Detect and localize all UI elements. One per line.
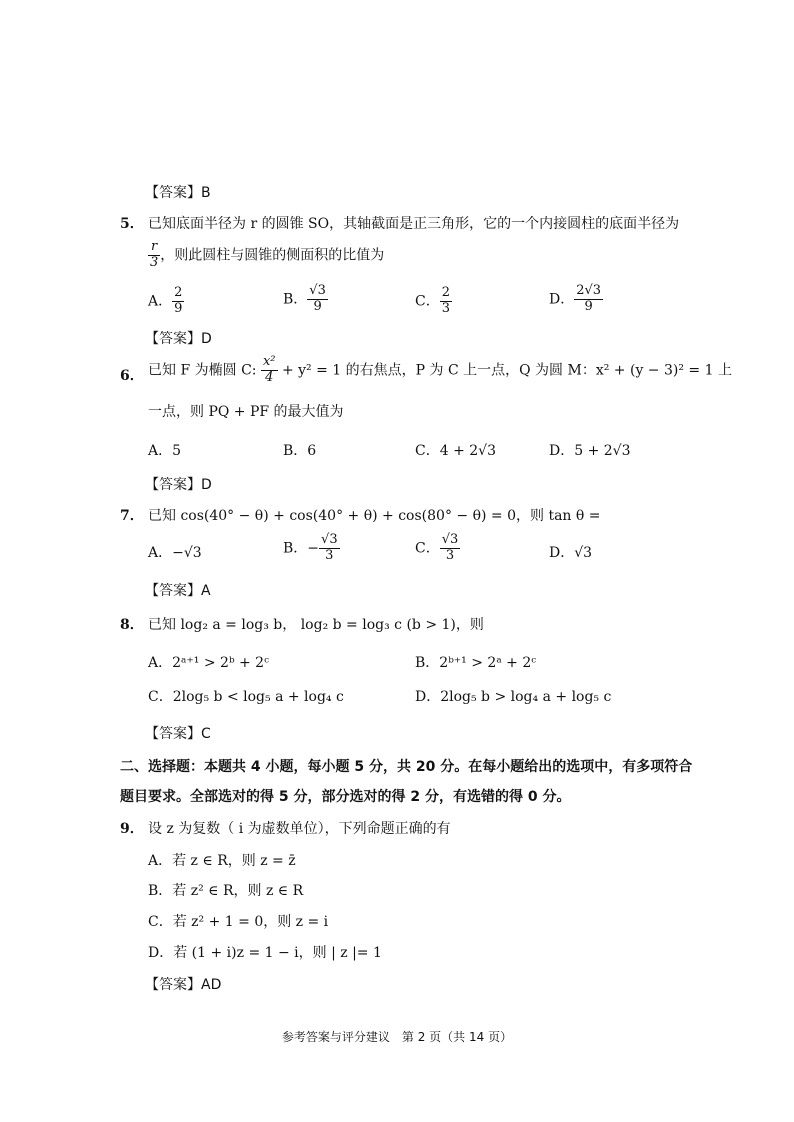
question-6-option-a: A．5 — [148, 443, 182, 459]
answer-4: 【答案】B — [145, 185, 211, 201]
page-footer: 参考答案与评分建议 第 2 页（共 14 页） — [281, 1030, 513, 1044]
question-6-text: 已知 F 为椭圆 C: $\frac{\text{x²}}{4}$ + y² = 1 的右焦点，P 为 C 上一点，Q 为圆 M：x² + (y − 3)² = 1 上 — [148, 354, 732, 385]
question-6-line2: 一点，则 PQ + PF 的最大值为 — [148, 404, 344, 420]
question-8-option-a: A．2ᵃ⁺¹ > 2ᵇ + 2ᶜ — [148, 655, 269, 671]
answer-5: 【答案】D — [145, 331, 212, 347]
question-5-number: 5． — [120, 216, 144, 232]
question-6-number: 6． — [120, 368, 144, 384]
question-9-number: 9． — [120, 821, 144, 837]
question-5-option-d: D． $\frac{2√3}{9}$ — [549, 283, 602, 314]
section-2-heading-line2: 题目要求。全部选对的得 5 分，部分选对的得 2 分，有选错的得 0 分。 — [120, 789, 571, 805]
question-9-option-b: B．若 z² ∈ R，则 z ∈ R — [148, 883, 304, 899]
question-6-option-c: C．4 + 2√3 — [415, 443, 496, 459]
question-5-option-b: B． $\frac{√3}{9}$ — [283, 283, 326, 314]
answer-9: 【答案】AD — [145, 977, 222, 993]
question-7-option-c: C． $\frac{√3}{3}$ — [415, 532, 459, 563]
question-8-number: 8． — [120, 617, 144, 633]
question-9-text: 设 z 为复数（ i 为虚数单位），下列命题正确的有 — [148, 821, 451, 837]
question-5-text: 已知底面半径为 r 的圆锥 SO，其轴截面是正三角形，它的一个内接圆柱的底面半径为 — [148, 216, 680, 232]
question-7-option-d: D．√3 — [549, 545, 593, 561]
question-9-option-a: A．若 z ∈ R，则 z = z̄ — [148, 853, 296, 869]
question-9-option-d: D．若 (1 + i)z = 1 − i，则 | z |= 1 — [148, 945, 382, 961]
question-8-option-c: C．2log₅ b < log₅ a + log₄ c — [148, 689, 344, 705]
answer-7: 【答案】A — [145, 583, 211, 599]
question-7-option-b: B．− $\frac{√3}{3}$ — [283, 532, 338, 563]
answer-8: 【答案】C — [145, 726, 211, 742]
question-7-option-a: A．−√3 — [148, 545, 202, 561]
question-5-option-a: A． $\frac{2}{9}$ — [148, 285, 183, 316]
question-6-option-d: D．5 + 2√3 — [549, 443, 631, 459]
question-8-text: 已知 log₂ a = log₃ b， log₂ b = log₃ c (b > 1)，则 — [148, 617, 484, 633]
question-5-option-c: C． $\frac{2}{3}$ — [415, 285, 450, 316]
question-7-text: 已知 cos(40° − θ) + cos(40° + θ) + cos(80° − θ) = 0，则 tan θ = — [148, 508, 601, 524]
question-7-number: 7． — [120, 508, 144, 524]
answer-6: 【答案】D — [145, 477, 212, 493]
question-8-option-b: B．2ᵇ⁺¹ > 2ᵃ + 2ᶜ — [415, 655, 537, 671]
fraction-r-over-3: $\frac{r}{3}$ — [150, 239, 159, 270]
question-9-option-c: C．若 z² + 1 = 0，则 z = i — [148, 914, 329, 930]
question-6-option-b: B．6 — [283, 443, 317, 459]
section-2-heading: 二、选择题：本题共 4 小题，每小题 5 分，共 20 分。在每小题给出的选项中，有多项符合 — [120, 759, 693, 775]
question-8-option-d: D．2log₅ b > log₄ a + log₅ c — [415, 689, 612, 705]
question-5-line2: $\frac{r}{3}$ ，则此圆柱与圆锥的侧面积的比值为 — [150, 239, 385, 270]
